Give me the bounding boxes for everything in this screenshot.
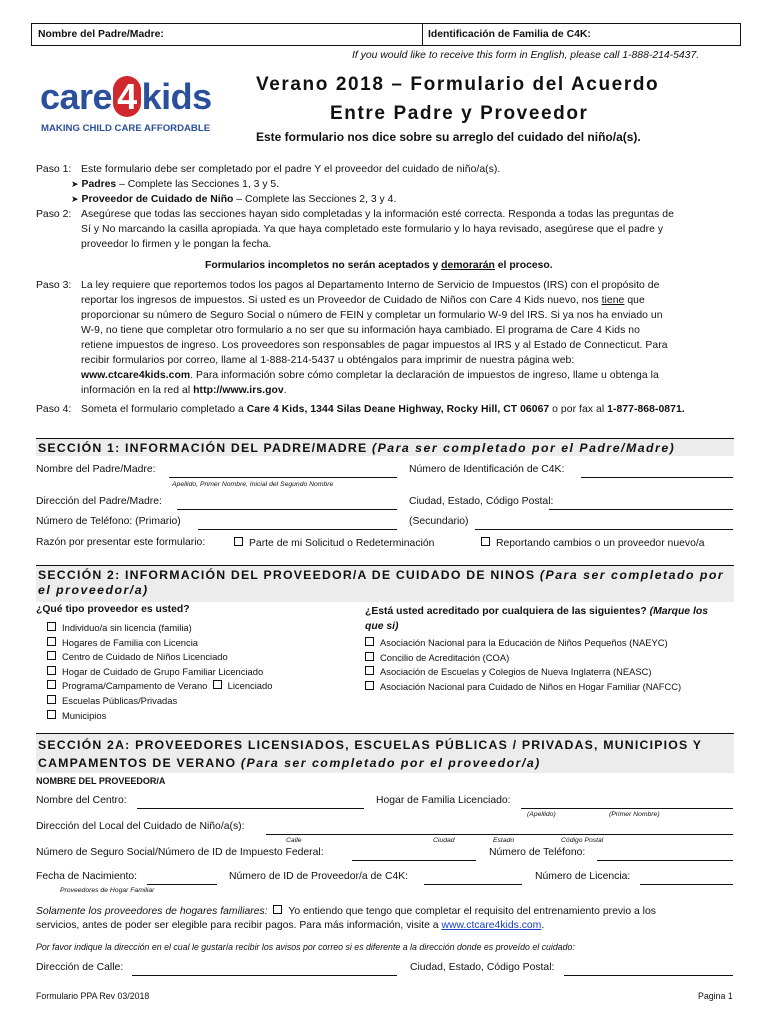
checkbox-icon [365, 637, 374, 646]
s1-phone-primary-field[interactable] [198, 529, 397, 530]
s2a-hint-first: (Primer Nombre) [609, 811, 660, 818]
s2a-hint-city: Ciudad [433, 837, 455, 844]
s1-address-field[interactable] [177, 509, 397, 510]
header-divider [422, 24, 423, 45]
paso3-line6: recibir formularios por correo, llame al 1-888-214-5437 u obténgalos para imprimir de nuestra página web: [81, 355, 575, 366]
logo-kids-text: kids [141, 76, 212, 117]
parent-name-label: Nombre del Padre/Madre: [38, 29, 164, 40]
s2-type-option[interactable]: Escuelas Públicas/Privadas [47, 694, 272, 709]
paso4-text: Someta el formulario completado a Care 4 Kids, 1344 Silas Deane Highway, Rocky Hill, CT 06067 o por fax al 1-877-868-0871. [81, 404, 685, 415]
paso3-line4: W-9, no tiene que completar otro formulario a no ser que su información haya cambiado. El programa de Care 4 Kids no [81, 325, 640, 336]
logo-4-text: 4 [113, 76, 141, 117]
paso3-line2: reportar los ingresos de impuestos. Si usted es un Proveedor de Cuidado de Niños con Care 4 Kids nuevo, nos tiene que [81, 295, 645, 306]
s2-type-option[interactable]: Individuo/a sin licencia (familia) [47, 621, 272, 636]
english-note: If you would like to receive this form in English, please call 1-888-214-5437. [352, 50, 700, 61]
s2-accredited-list [365, 636, 681, 694]
s1-phone-primary-label: Número de Teléfono: (Primario) [36, 516, 181, 527]
s2a-dob-field[interactable] [147, 884, 217, 885]
s2a-licensed-home-label: Hogar de Familia Licenciado: [376, 795, 511, 806]
s2a-hint-zip: Código Postal [561, 837, 604, 844]
checkbox-icon [47, 622, 56, 631]
s2a-license-field[interactable] [640, 884, 733, 885]
s1-parent-name-label: Nombre del Padre/Madre: [36, 464, 156, 475]
form-subtitle: Este formulario nos dice sobre su arreglo del cuidado del niño/a(s). [256, 130, 641, 144]
paso3-line5: retiene impuestos de ingreso. Los proveedores son responsables de pagar impuestos al IRS y al Estado de Connecticut. Para [81, 340, 668, 351]
paso3-line3: proporcionar su número de Seguro Social o número de FEIN y completar un formulario W-9 del IRS. Si ya nos ha enviado un [81, 310, 663, 321]
s2a-dob-hint: Proveedores de Hogar Familiar [60, 887, 155, 894]
paso2-label: Paso 2: [36, 209, 72, 220]
s2a-provider-id-field[interactable] [424, 884, 522, 885]
s1-reason-opt2[interactable]: Reportando cambios o un proveedor nuevo/a [481, 537, 705, 549]
checkbox-icon [365, 666, 374, 675]
checkbox-icon [481, 537, 490, 546]
s1-phone-secondary-field[interactable] [475, 529, 733, 530]
s2a-hint-state: Estado [493, 837, 515, 844]
s2a-mail-address-field[interactable] [132, 975, 397, 976]
family-id-label: Identificación de Familia de C4K: [428, 29, 591, 40]
s2a-mail-city-label: Ciudad, Estado, Código Postal: [410, 962, 555, 973]
paso3-line1: La ley requiere que reportemos todos los pagos al Departamento Interno de Servicio de Impuestos (IRS) con el propósito de [81, 280, 660, 291]
checkbox-icon [47, 680, 56, 689]
s1-city-label: Ciudad, Estado, Código Postal: [409, 496, 554, 507]
paso1-bullet1: ➤ Padres – Complete las Secciones 1, 3 y 5. [71, 179, 280, 190]
paso2-line1: Asegúrese que todas las secciones hayan sido completadas y la información esté correcta. Responda a todas las preguntas de [81, 209, 674, 220]
s2a-ssn-field[interactable] [352, 860, 476, 861]
s2a-mail-city-field[interactable] [564, 975, 733, 976]
section1-header: SECCIÓN 1: INFORMACIÓN DEL PADRE/MADRE (Para ser completado por el Padre/Madre) [36, 438, 734, 456]
checkbox-icon [365, 652, 374, 661]
s2a-provider-id-label: Número de ID de Proveedor/a de C4K: [229, 871, 409, 882]
paso1-bullet2: ➤ Proveedor de Cuidado de Niño – Complete las Secciones 2, 3 y 4. [71, 194, 397, 205]
checkbox-icon [47, 710, 56, 719]
paso4-label: Paso 4: [36, 404, 72, 415]
s1-c4k-id-field[interactable] [581, 477, 733, 478]
s2a-license-label: Número de Licencia: [535, 871, 631, 882]
training-link[interactable]: www.ctcare4kids.com [441, 920, 542, 931]
header-box [31, 23, 741, 46]
form-title-line1: Verano 2018 – Formulario del Acuerdo [256, 74, 660, 95]
s2a-location-field[interactable] [266, 834, 733, 835]
s2-accredited-option[interactable]: Asociación Nacional para Cuidado de Niños en Hogar Familiar (NAFCC) [365, 680, 681, 695]
section2-header: SECCIÓN 2: INFORMACIÓN DEL PROVEEDOR/A DE CUIDADO DE NINOS (Para ser completado por el proveedor/a) [36, 565, 734, 602]
s1-phone-secondary-label: (Secundario) [409, 516, 469, 527]
s1-city-field[interactable] [549, 509, 733, 510]
irs-link[interactable]: http://www.irs.gov [193, 385, 284, 396]
checkbox-icon[interactable] [213, 680, 222, 689]
s1-reason-opt1[interactable]: Parte de mi Solicitud o Redeterminación [234, 537, 434, 549]
s2a-mail-address-label: Dirección de Calle: [36, 962, 124, 973]
s2a-hint-street: Calle [286, 837, 302, 844]
paso3-label: Paso 3: [36, 280, 72, 291]
website-link[interactable]: www.ctcare4kids.com [81, 370, 191, 381]
paso1-text: Este formulario debe ser completado por el padre Y el proveedor del cuidado de niño/a(s). [81, 164, 501, 175]
s2a-location-label: Dirección del Local del Cuidado de Niño/a(s): [36, 821, 245, 832]
footer-page: Pagina 1 [698, 991, 733, 1001]
s2a-dob-label: Fecha de Nacimiento: [36, 871, 138, 882]
s2-accredited-question: ¿Está usted acreditado por cualquiera de las siguientes? (Marque los que si) [365, 606, 708, 632]
s1-name-hint: Apellido, Primer Nombre, Inicial del Segundo Nombre [172, 481, 334, 488]
s2a-phone-label: Número de Teléfono: [489, 847, 586, 858]
s1-c4k-id-label: Número de Identificación de C4K: [409, 464, 565, 475]
s2a-ssn-label: Número de Seguro Social/Número de ID de Impuesto Federal: [36, 847, 324, 858]
s2a-provider-name-heading: NOMBRE DEL PROVEEDOR/A [36, 776, 166, 786]
s2-type-list [47, 621, 272, 723]
s1-parent-name-field[interactable] [169, 477, 397, 478]
incomplete-warning: Formularios incompletos no serán aceptados y demorarán el proceso. [205, 260, 553, 271]
s1-reason-label: Razón por presentar este formulario: [36, 537, 206, 548]
s2a-mail-note: Por favor indique la dirección en el cual le gustaría recibir los avisos por correo si es diferente a la dirección donde es proveído el cuidado: [36, 942, 575, 952]
footer-form-id: Formulario PPA Rev 03/2018 [36, 991, 150, 1001]
s2a-training-line1: Solamente los proveedores de hogares familiares: Yo entiendo que tengo que completar el requisito del entrenamiento previo a los [36, 906, 656, 917]
s2-accredited-option[interactable]: Asociación de Escuelas y Colegios de Nueva Inglaterra (NEASC) [365, 665, 681, 680]
care4kids-logo [40, 76, 212, 139]
s2-accredited-option[interactable]: Asociación Nacional para la Educación de Niños Pequeños (NAEYC) [365, 636, 681, 651]
s2-type-option[interactable]: Hogares de Familia con Licencia [47, 636, 272, 651]
checkbox-icon [365, 681, 374, 690]
s2-accredited-option[interactable]: Concilio de Acreditación (COA) [365, 651, 681, 666]
form-title-line2: Entre Padre y Proveedor [330, 103, 589, 124]
checkbox-icon [234, 537, 243, 546]
paso1-label: Paso 1: [36, 164, 72, 175]
s2a-center-name-label: Nombre del Centro: [36, 795, 127, 806]
s2a-hint-last: (Apellido) [527, 811, 556, 818]
checkbox-icon [47, 651, 56, 660]
section2a-header: SECCIÓN 2A: PROVEEDORES LICENSIADOS, ESCUELAS PÚBLICAS / PRIVADAS, MUNICIPIOS Y CAMPAMENTOS DE VERANO (Para ser completado por el proveedor/a) [36, 733, 734, 773]
checkbox-icon[interactable] [273, 905, 282, 914]
s2a-center-name-field[interactable] [137, 808, 364, 809]
paso3-line8: información en la red al http://www.irs.gov. [81, 385, 287, 396]
s2-type-option[interactable]: Centro de Cuidado de Niños Licenciado [47, 650, 272, 665]
checkbox-icon [47, 637, 56, 646]
s2a-phone-field[interactable] [597, 860, 733, 861]
s2-type-option[interactable]: Programa/Campamento de Verano Licenciado [47, 679, 272, 694]
checkbox-icon [47, 695, 56, 704]
s2-type-option[interactable]: Municipios [47, 709, 272, 724]
paso2-line2: Sí y No marcando la casilla apropiada. Ya que haya completado este formulario y lo haya revisado, asegúrese que el padre y [81, 224, 664, 235]
paso3-line7: www.ctcare4kids.com. Para información sobre cómo completar la declaración de impuestos de ingreso, llame u obtenga la [81, 370, 659, 381]
s2-type-option[interactable]: Hogar de Cuidado de Grupo Familiar Licenciado [47, 665, 272, 680]
paso2-line3: proveedor lo firmen y le pongan la fecha. [81, 239, 272, 250]
logo-care-text: care [40, 76, 113, 117]
s2-type-question: ¿Qué tipo proveedor es usted? [36, 604, 190, 615]
logo-tagline: MAKING CHILD CARE AFFORDABLE [41, 123, 211, 134]
s1-address-label: Dirección del Padre/Madre: [36, 496, 162, 507]
s2a-training-line2: servicios, antes de poder ser elegible para recibir pagos. Para más información, visite a www.ctcare4kids.com. [36, 920, 545, 931]
checkbox-icon [47, 666, 56, 675]
s2a-licensed-home-field[interactable] [521, 808, 733, 809]
